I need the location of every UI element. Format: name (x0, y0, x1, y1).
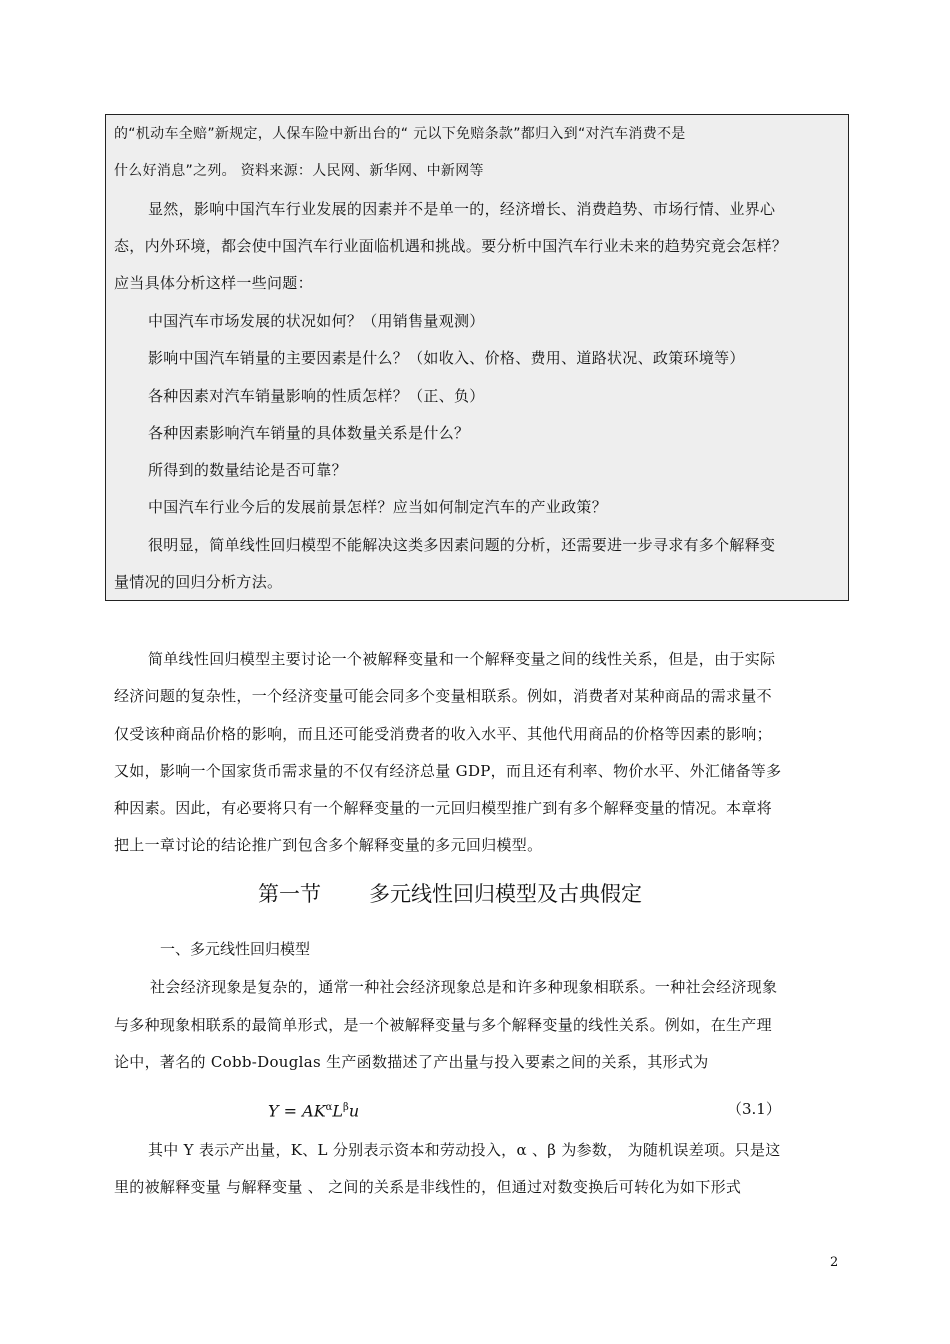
case-study-box (105, 114, 849, 601)
box-source-line: 什么好消息”之列。 资料来源：人民网、新华网、中新网等 (114, 163, 484, 179)
page-number: 2 (830, 1255, 839, 1270)
model-line: 论中，著名的 Cobb-Douglas 生产函数描述了产出量与投入要素之间的关系，其形式为 (114, 1053, 709, 1071)
formula-lhs: Y = AK (268, 1101, 326, 1121)
after-formula-line: 里的被解释变量 与解释变量 、 之间的关系是非线性的，但通过对数变换后可转化为如下形式 (114, 1178, 742, 1196)
equation-number: （3.1） (727, 1100, 781, 1118)
after-formula-line: 其中 Y 表示产出量，K、L 分别表示资本和劳动投入，α 、β 为参数， 为随机误差项。只是这 (148, 1141, 781, 1159)
formula-u: u (348, 1101, 360, 1121)
formula-l: L (332, 1101, 344, 1121)
model-line: 社会经济现象是复杂的，通常一种社会经济现象总是和许多种现象相联系。一种社会经济现象 (150, 978, 778, 996)
intro-line: 经济问题的复杂性，一个经济变量可能会同多个变量相联系。例如，消费者对某种商品的需求量不 (114, 687, 772, 705)
formula-beta: β (343, 1102, 349, 1113)
box-conclusion-line: 量情况的回归分析方法。 (114, 573, 283, 591)
section-number: 第一节 (258, 882, 321, 906)
box-paragraph-line: 态，内外环境，都会使中国汽车行业面临机遇和挑战。要分析中国汽车行业未来的趋势究竟会怎样？ (114, 237, 788, 255)
intro-line: 把上一章讨论的结论推广到包含多个解释变量的多元回归模型。 (114, 836, 543, 854)
intro-line: 种因素。因此，有必要将只有一个解释变量的一元回归模型推广到有多个解释变量的情况。本章将 (114, 799, 772, 817)
intro-line: 又如，影响一个国家货币需求量的不仅有经济总量 GDP，而且还有利率、物价水平、外汇储备等多 (114, 762, 782, 780)
box-question: 中国汽车市场发展的状况如何？（用销售量观测） (148, 312, 485, 330)
box-paragraph-line: 显然，影响中国汽车行业发展的因素并不是单一的，经济增长、消费趋势、市场行情、业界心 (148, 200, 776, 218)
formula-alpha: α (325, 1102, 333, 1113)
subsection-heading: 一、多元线性回归模型 (160, 940, 311, 958)
box-question: 中国汽车行业今后的发展前景怎样？应当如何制定汽车的产业政策？ (148, 498, 608, 516)
box-source-line: 的“机动车全赔”新规定，人保车险中新出台的“ 元以下免赔条款”都归入到“对汽车消费不是 (114, 126, 686, 142)
intro-line: 仅受该种商品价格的影响，而且还可能受消费者的收入水平、其他代用商品的价格等因素的影响； (114, 725, 772, 743)
section-title-text: 多元线性回归模型及古典假定 (369, 882, 642, 906)
model-line: 与多种现象相联系的最简单形式，是一个被解释变量与多个解释变量的线性关系。例如，在生产理 (114, 1016, 772, 1034)
box-question: 各种因素影响汽车销量的具体数量关系是什么？ (148, 424, 470, 442)
box-question: 影响中国汽车销量的主要因素是什么？（如收入、价格、费用、道路状况、政策环境等） (148, 349, 745, 367)
box-question: 所得到的数量结论是否可靠？ (148, 461, 347, 479)
box-paragraph-line: 应当具体分析这样一些问题： (114, 274, 313, 292)
section-heading (258, 881, 642, 907)
intro-line: 简单线性回归模型主要讨论一个被解释变量和一个解释变量之间的线性关系，但是，由于实际 (148, 650, 776, 668)
cobb-douglas-formula (268, 1097, 359, 1122)
box-question: 各种因素对汽车销量影响的性质怎样？（正、负） (148, 387, 485, 405)
box-conclusion-line: 很明显，简单线性回归模型不能解决这类多因素问题的分析，还需要进一步寻求有多个解释变 (148, 536, 776, 554)
